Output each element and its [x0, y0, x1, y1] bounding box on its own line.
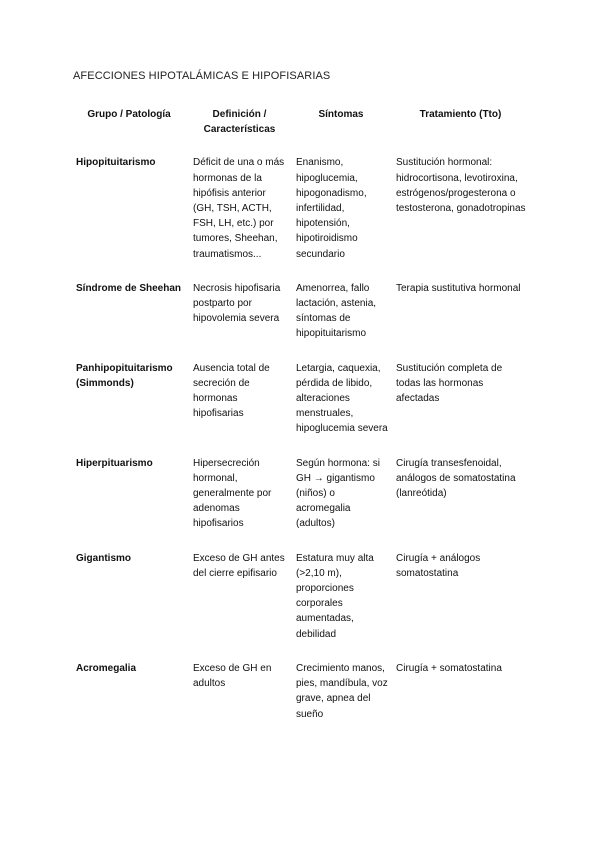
cell-definition: Exceso de GH en adultos: [193, 662, 272, 690]
pathology-table: [70, 103, 530, 739]
cell-symptoms: Enanismo, hipoglucemia, hipogonadismo, infertilidad, hipotensión, hipotiroidismo secundario: [296, 157, 367, 260]
header-definition: Definición / Características: [203, 109, 276, 136]
cell-treatment: Sustitución hormonal: hidrocortisona, levotiroxina, estrógenos/progesterona o testosterona, gonadotropinas: [396, 157, 526, 215]
cell-group: Panhipopituitarismo (Simmonds): [76, 362, 173, 389]
table-row: [70, 659, 530, 739]
table-row: [70, 549, 530, 659]
cell-treatment: Sustitución completa de todas las hormonas afectadas: [396, 362, 503, 405]
cell-group: Acromegalia: [76, 662, 137, 674]
table-row: [70, 279, 530, 359]
table-header-row: [70, 103, 530, 153]
cell-definition: Exceso de GH antes del cierre epifisario: [193, 552, 285, 579]
cell-symptoms: Letargia, caquexia, pérdida de libido, alteraciones menstruales, hipoglucemia severa: [296, 362, 388, 435]
header-symptoms: Síntomas: [318, 109, 364, 120]
cell-definition: Hipersecreción hormonal, generalmente por adenomas hipofisarios: [193, 457, 272, 530]
cell-symptoms: Estatura muy alta (>2,10 m), proporciones corporales aumentadas, debilidad: [296, 552, 374, 640]
header-group: Grupo / Patología: [87, 109, 171, 120]
cell-symptoms: Según hormona: si GH → gigantismo (niños) o acromegalia (adultos): [296, 457, 380, 530]
cell-treatment: Cirugía + análogos somatostatina: [396, 552, 481, 579]
cell-treatment: Cirugía transesfenoidal, análogos de somatostatina (lanreótida): [396, 457, 516, 500]
cell-treatment: Cirugía + somatostatina: [396, 662, 502, 674]
cell-treatment: Terapia sustitutiva hormonal: [396, 282, 521, 294]
document-title: AFECCIONES HIPOTALÁMICAS E HIPOFISARIAS: [73, 70, 331, 82]
cell-group: Síndrome de Sheehan: [76, 282, 182, 294]
header-treatment: Tratamiento (Tto): [419, 109, 502, 120]
cell-symptoms: Crecimiento manos, pies, mandíbula, voz grave, apnea del sueño: [296, 662, 388, 720]
table-row: [70, 454, 530, 549]
cell-group: Gigantismo: [76, 552, 132, 564]
table-row: [70, 359, 530, 454]
cell-definition: Necrosis hipofisaria postparto por hipovolemia severa: [193, 282, 281, 325]
cell-definition: Ausencia total de secreción de hormonas hipofisarias: [193, 362, 270, 420]
cell-group: Hipopituitarismo: [76, 157, 156, 169]
table-row: [70, 153, 530, 278]
cell-symptoms: Amenorrea, fallo lactación, astenia, síntomas de hipopituitarismo: [296, 282, 377, 340]
cell-group: Hiperpituarismo: [76, 457, 153, 469]
cell-definition: Déficit de una o más hormonas de la hipófisis anterior (GH, TSH, ACTH, FSH, LH, etc.) por tumores, Sheehan, traumatismos...: [193, 157, 285, 260]
